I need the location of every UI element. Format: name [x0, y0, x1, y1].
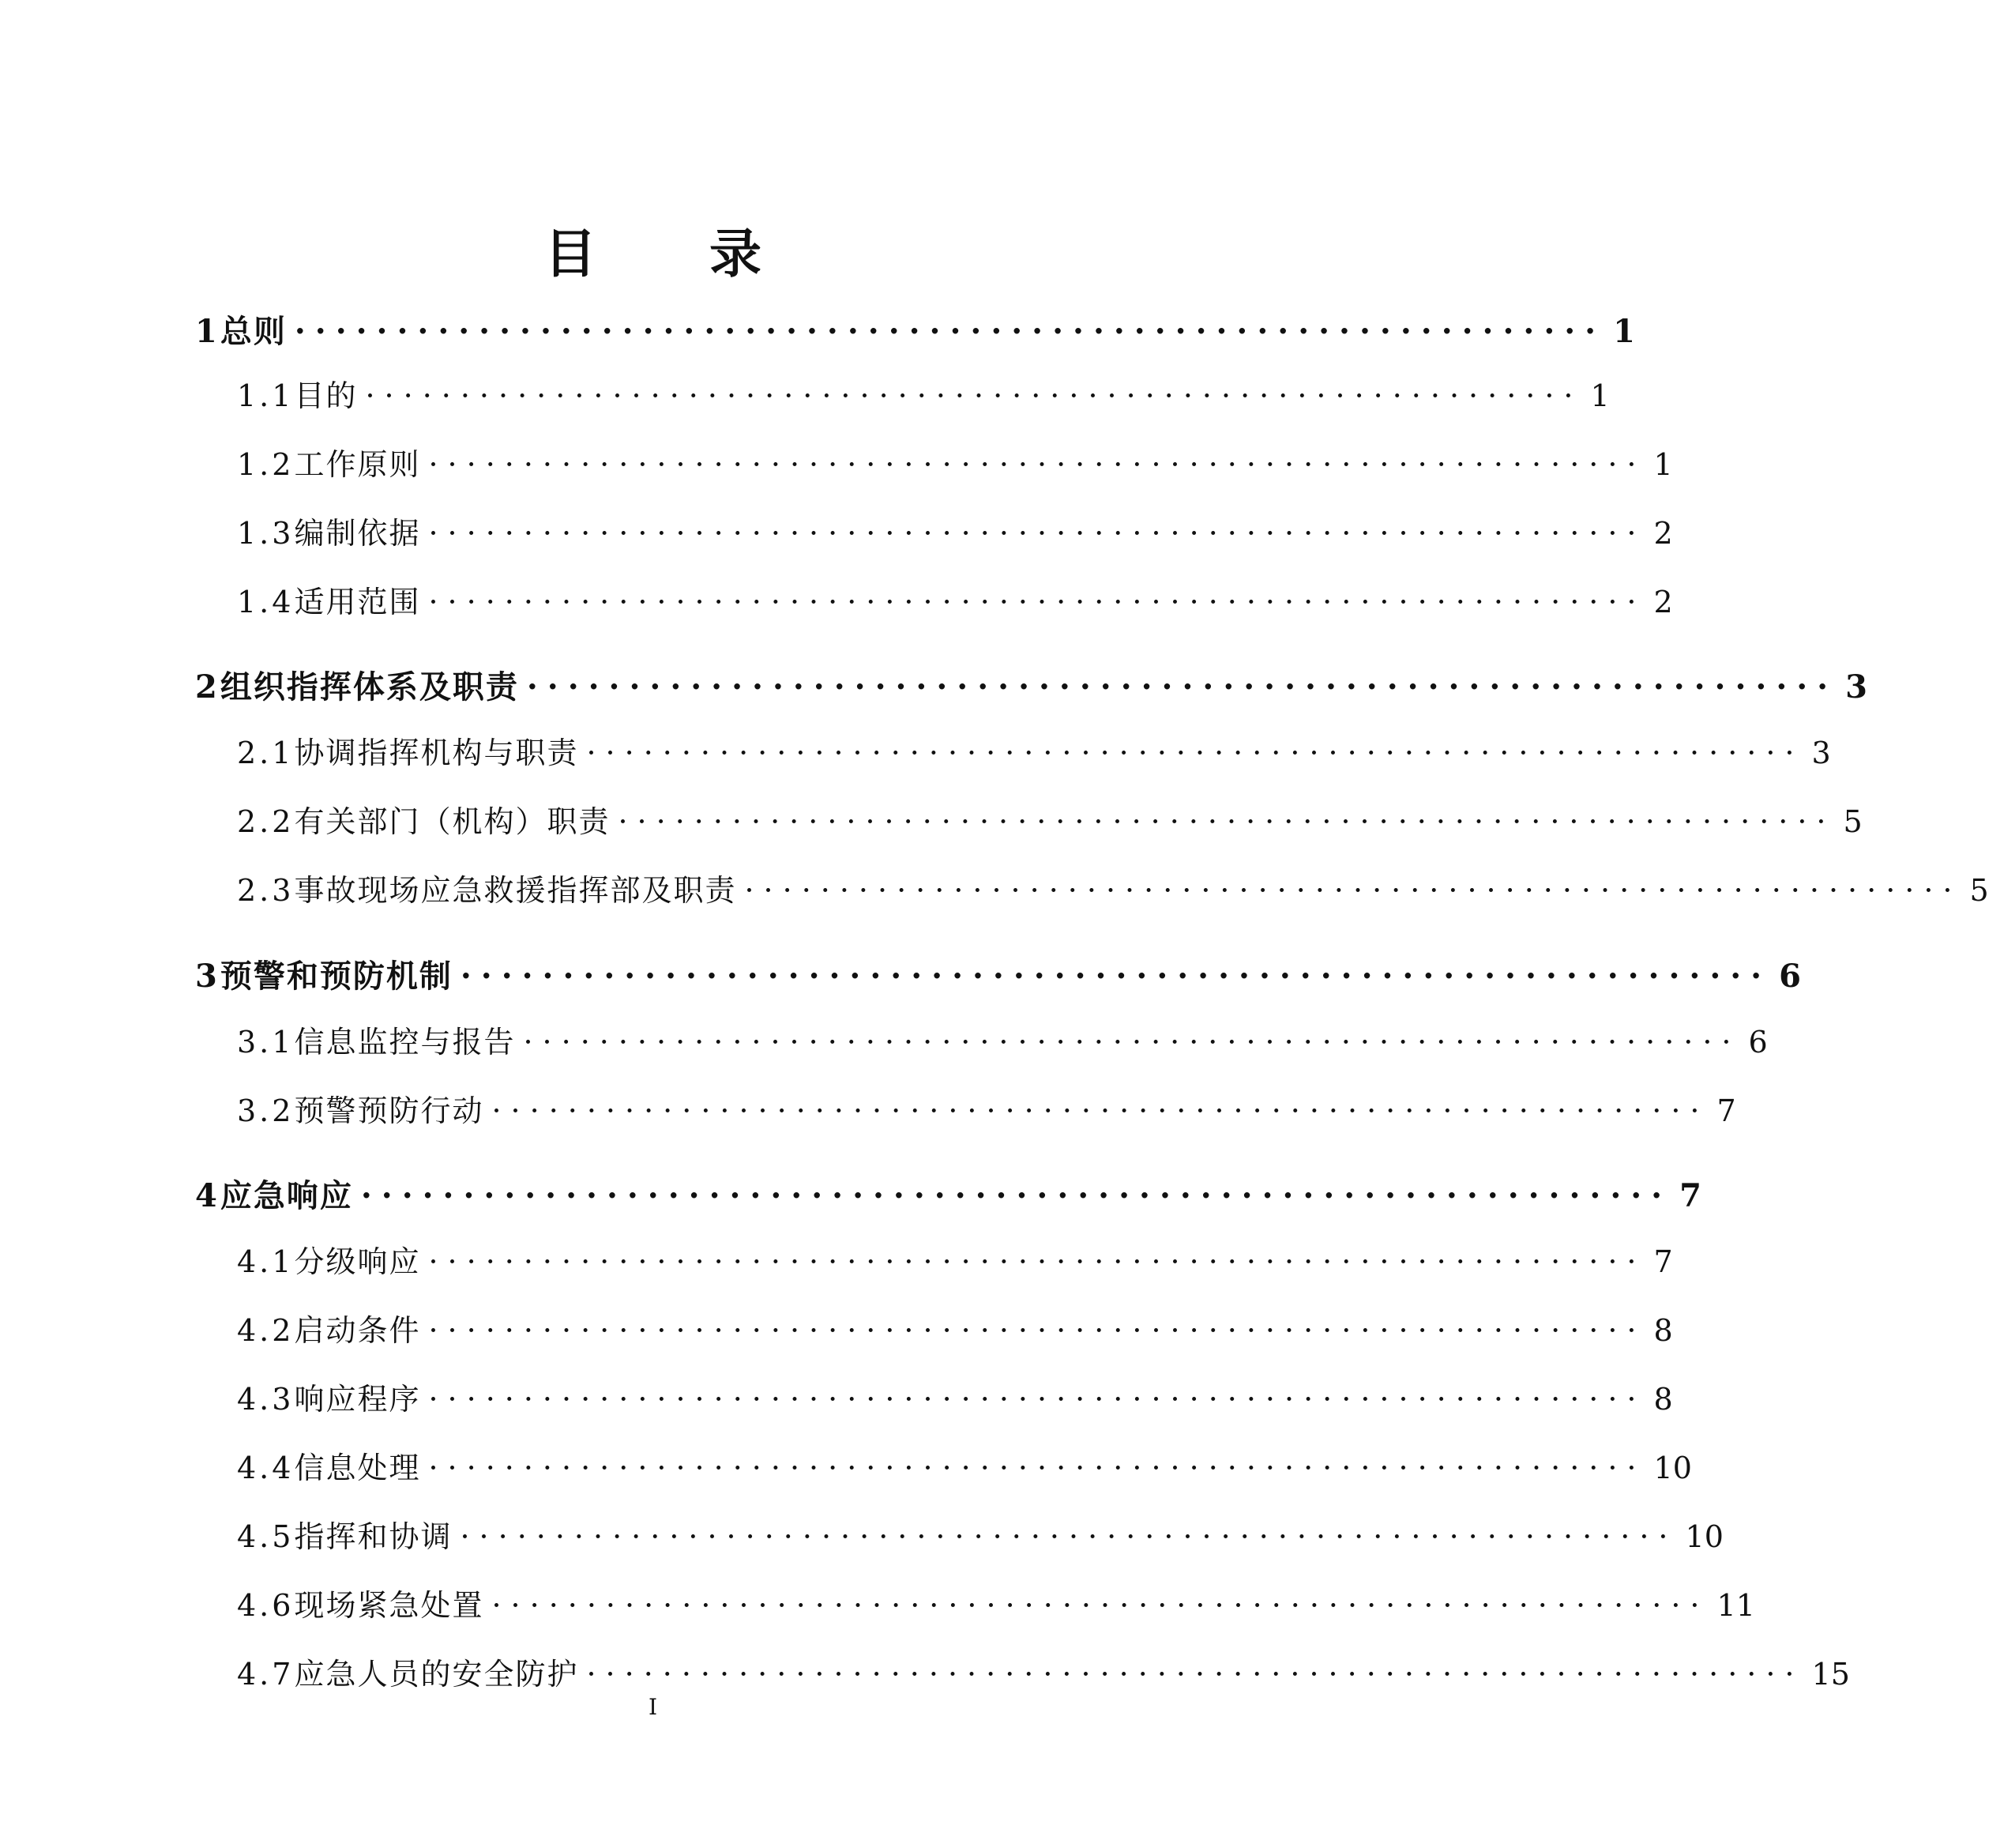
- toc-entry-title: 分级响应: [294, 1244, 421, 1279]
- page-title: 目 录: [544, 223, 809, 284]
- toc-dot-leader: ································································: [428, 447, 1646, 482]
- toc-entry-title: 应急响应: [220, 1177, 353, 1214]
- toc-entry-title: 协调指挥机构与职责: [294, 736, 579, 770]
- toc-entry-title: 预警预防行动: [294, 1093, 484, 1128]
- toc-entry-page: 7: [1653, 1244, 1673, 1279]
- toc-entry-page: 10: [1653, 1451, 1692, 1485]
- toc-entry-number: 4.3: [237, 1382, 295, 1417]
- toc-entry-number: 1.3: [237, 516, 295, 551]
- toc-dot-leader: ································································: [428, 585, 1646, 619]
- toc-entry[interactable]: [237, 1512, 1724, 1556]
- toc-entry-page: 7: [1716, 1093, 1736, 1128]
- toc-entry[interactable]: [195, 951, 1801, 996]
- toc-entry-title: 目的: [294, 378, 358, 413]
- toc-entry[interactable]: [237, 509, 1673, 552]
- toc-dot-leader: ································································: [365, 378, 1583, 413]
- toc-entry-number: 1.4: [237, 585, 295, 619]
- toc-entry-page: 5: [1969, 873, 1989, 908]
- toc-entry-page: 2: [1653, 516, 1673, 551]
- toc-entry[interactable]: [237, 1306, 1673, 1349]
- toc-entry-number: 1.2: [237, 447, 295, 482]
- toc-dot-leader: ································································: [460, 1519, 1678, 1554]
- toc-entry-number: 2.1: [237, 736, 295, 770]
- toc-entry-page: 1: [1590, 378, 1610, 413]
- toc-entry-title: 现场紧急处置: [294, 1588, 484, 1623]
- toc-dot-leader: ································································: [586, 736, 1804, 770]
- toc-entry-title: 总则: [220, 313, 287, 350]
- toc-entry-page: 7: [1679, 1177, 1701, 1214]
- toc-dot-leader: ································································: [744, 873, 1962, 908]
- toc-entry-page: 15: [1811, 1657, 1850, 1692]
- toc-entry-page: 5: [1843, 804, 1863, 839]
- toc-entry-page: 6: [1779, 958, 1801, 995]
- page-number: I: [648, 1694, 658, 1720]
- toc-entry-number: 3.2: [237, 1093, 295, 1128]
- toc-dot-leader: ································································: [428, 1451, 1646, 1485]
- toc-entry-page: 10: [1685, 1519, 1724, 1554]
- toc-entry[interactable]: [195, 1171, 1701, 1216]
- toc-entry-number: 2.2: [237, 804, 295, 839]
- toc-entry-title: 组织指挥体系及职责: [220, 668, 519, 706]
- toc-entry-number: 3: [195, 958, 220, 995]
- toc-entry-number: 4.7: [237, 1657, 295, 1692]
- toc-entry[interactable]: [237, 1086, 1736, 1130]
- toc-dot-leader: ································································: [523, 1025, 1741, 1059]
- toc-dot-leader: ································································: [360, 1177, 1672, 1214]
- toc-entry-number: 1.1: [237, 378, 295, 413]
- toc-entry-title: 指挥和协调: [294, 1519, 453, 1554]
- toc-dot-leader: ································································: [428, 516, 1646, 551]
- toc-dot-leader: ································································: [526, 668, 1838, 706]
- toc-entry-page: 2: [1653, 585, 1673, 619]
- toc-entry-title: 事故现场应急救援指挥部及职责: [294, 873, 737, 908]
- toc-dot-leader: ································································: [428, 1382, 1646, 1417]
- toc-dot-leader: ································································: [491, 1093, 1709, 1128]
- toc-entry[interactable]: [237, 1237, 1673, 1281]
- toc-entry-page: 6: [1748, 1025, 1768, 1059]
- toc-entry[interactable]: [237, 440, 1673, 484]
- toc-entry-title: 有关部门（机构）职责: [294, 804, 611, 839]
- toc-entry-page: 8: [1653, 1382, 1673, 1417]
- toc-entry-number: 2: [195, 668, 220, 706]
- toc-entry-number: 4.1: [237, 1244, 295, 1279]
- toc-entry-number: 4.2: [237, 1313, 295, 1348]
- toc-entry-title: 信息处理: [294, 1451, 421, 1485]
- toc-dot-leader: ································································: [428, 1244, 1646, 1279]
- toc-entry-number: 4.5: [237, 1519, 295, 1554]
- toc-entry-page: 1: [1613, 313, 1635, 350]
- toc-entry-page: 3: [1845, 668, 1867, 706]
- toc-entry-number: 1: [195, 313, 220, 350]
- toc-entry[interactable]: [237, 1018, 1768, 1061]
- toc-entry[interactable]: [237, 578, 1673, 621]
- toc-entry-title: 适用范围: [294, 585, 421, 619]
- toc-entry-number: 3.1: [237, 1025, 295, 1059]
- toc-entry-number: 2.3: [237, 873, 295, 908]
- toc-dot-leader: ································································: [294, 313, 1606, 350]
- toc-entry[interactable]: [195, 307, 1635, 352]
- toc-entry-page: 1: [1653, 447, 1673, 482]
- toc-entry[interactable]: [237, 866, 1989, 909]
- toc-entry[interactable]: [237, 797, 1863, 841]
- toc-entry[interactable]: [195, 662, 1867, 707]
- toc-entry[interactable]: [237, 371, 1610, 415]
- toc-entry[interactable]: [237, 1650, 1850, 1693]
- toc-entry[interactable]: [237, 728, 1831, 772]
- toc-entry-page: 3: [1811, 736, 1831, 770]
- toc-dot-leader: ································································: [428, 1313, 1646, 1348]
- toc-dot-leader: ································································: [618, 804, 1836, 839]
- toc-entry-page: 8: [1653, 1313, 1673, 1348]
- toc-entry-title: 响应程序: [294, 1382, 421, 1417]
- toc-entry-title: 应急人员的安全防护: [294, 1657, 579, 1692]
- toc-entry[interactable]: [237, 1375, 1673, 1418]
- toc-entry-title: 编制依据: [294, 516, 421, 551]
- toc-entry-page: 11: [1716, 1588, 1755, 1623]
- toc-entry-number: 4.6: [237, 1588, 295, 1623]
- toc-entry[interactable]: [237, 1581, 1755, 1624]
- toc-dot-leader: ································································: [460, 958, 1772, 995]
- toc-entry-title: 工作原则: [294, 447, 421, 482]
- toc-entry-title: 信息监控与报告: [294, 1025, 516, 1059]
- toc-dot-leader: ································································: [586, 1657, 1804, 1692]
- toc-entry[interactable]: [237, 1443, 1692, 1487]
- toc-entry-number: 4.4: [237, 1451, 295, 1485]
- toc-entry-title: 启动条件: [294, 1313, 421, 1348]
- toc-entry-number: 4: [195, 1177, 220, 1214]
- toc-entry-title: 预警和预防机制: [220, 958, 453, 995]
- toc-dot-leader: ································································: [491, 1588, 1709, 1623]
